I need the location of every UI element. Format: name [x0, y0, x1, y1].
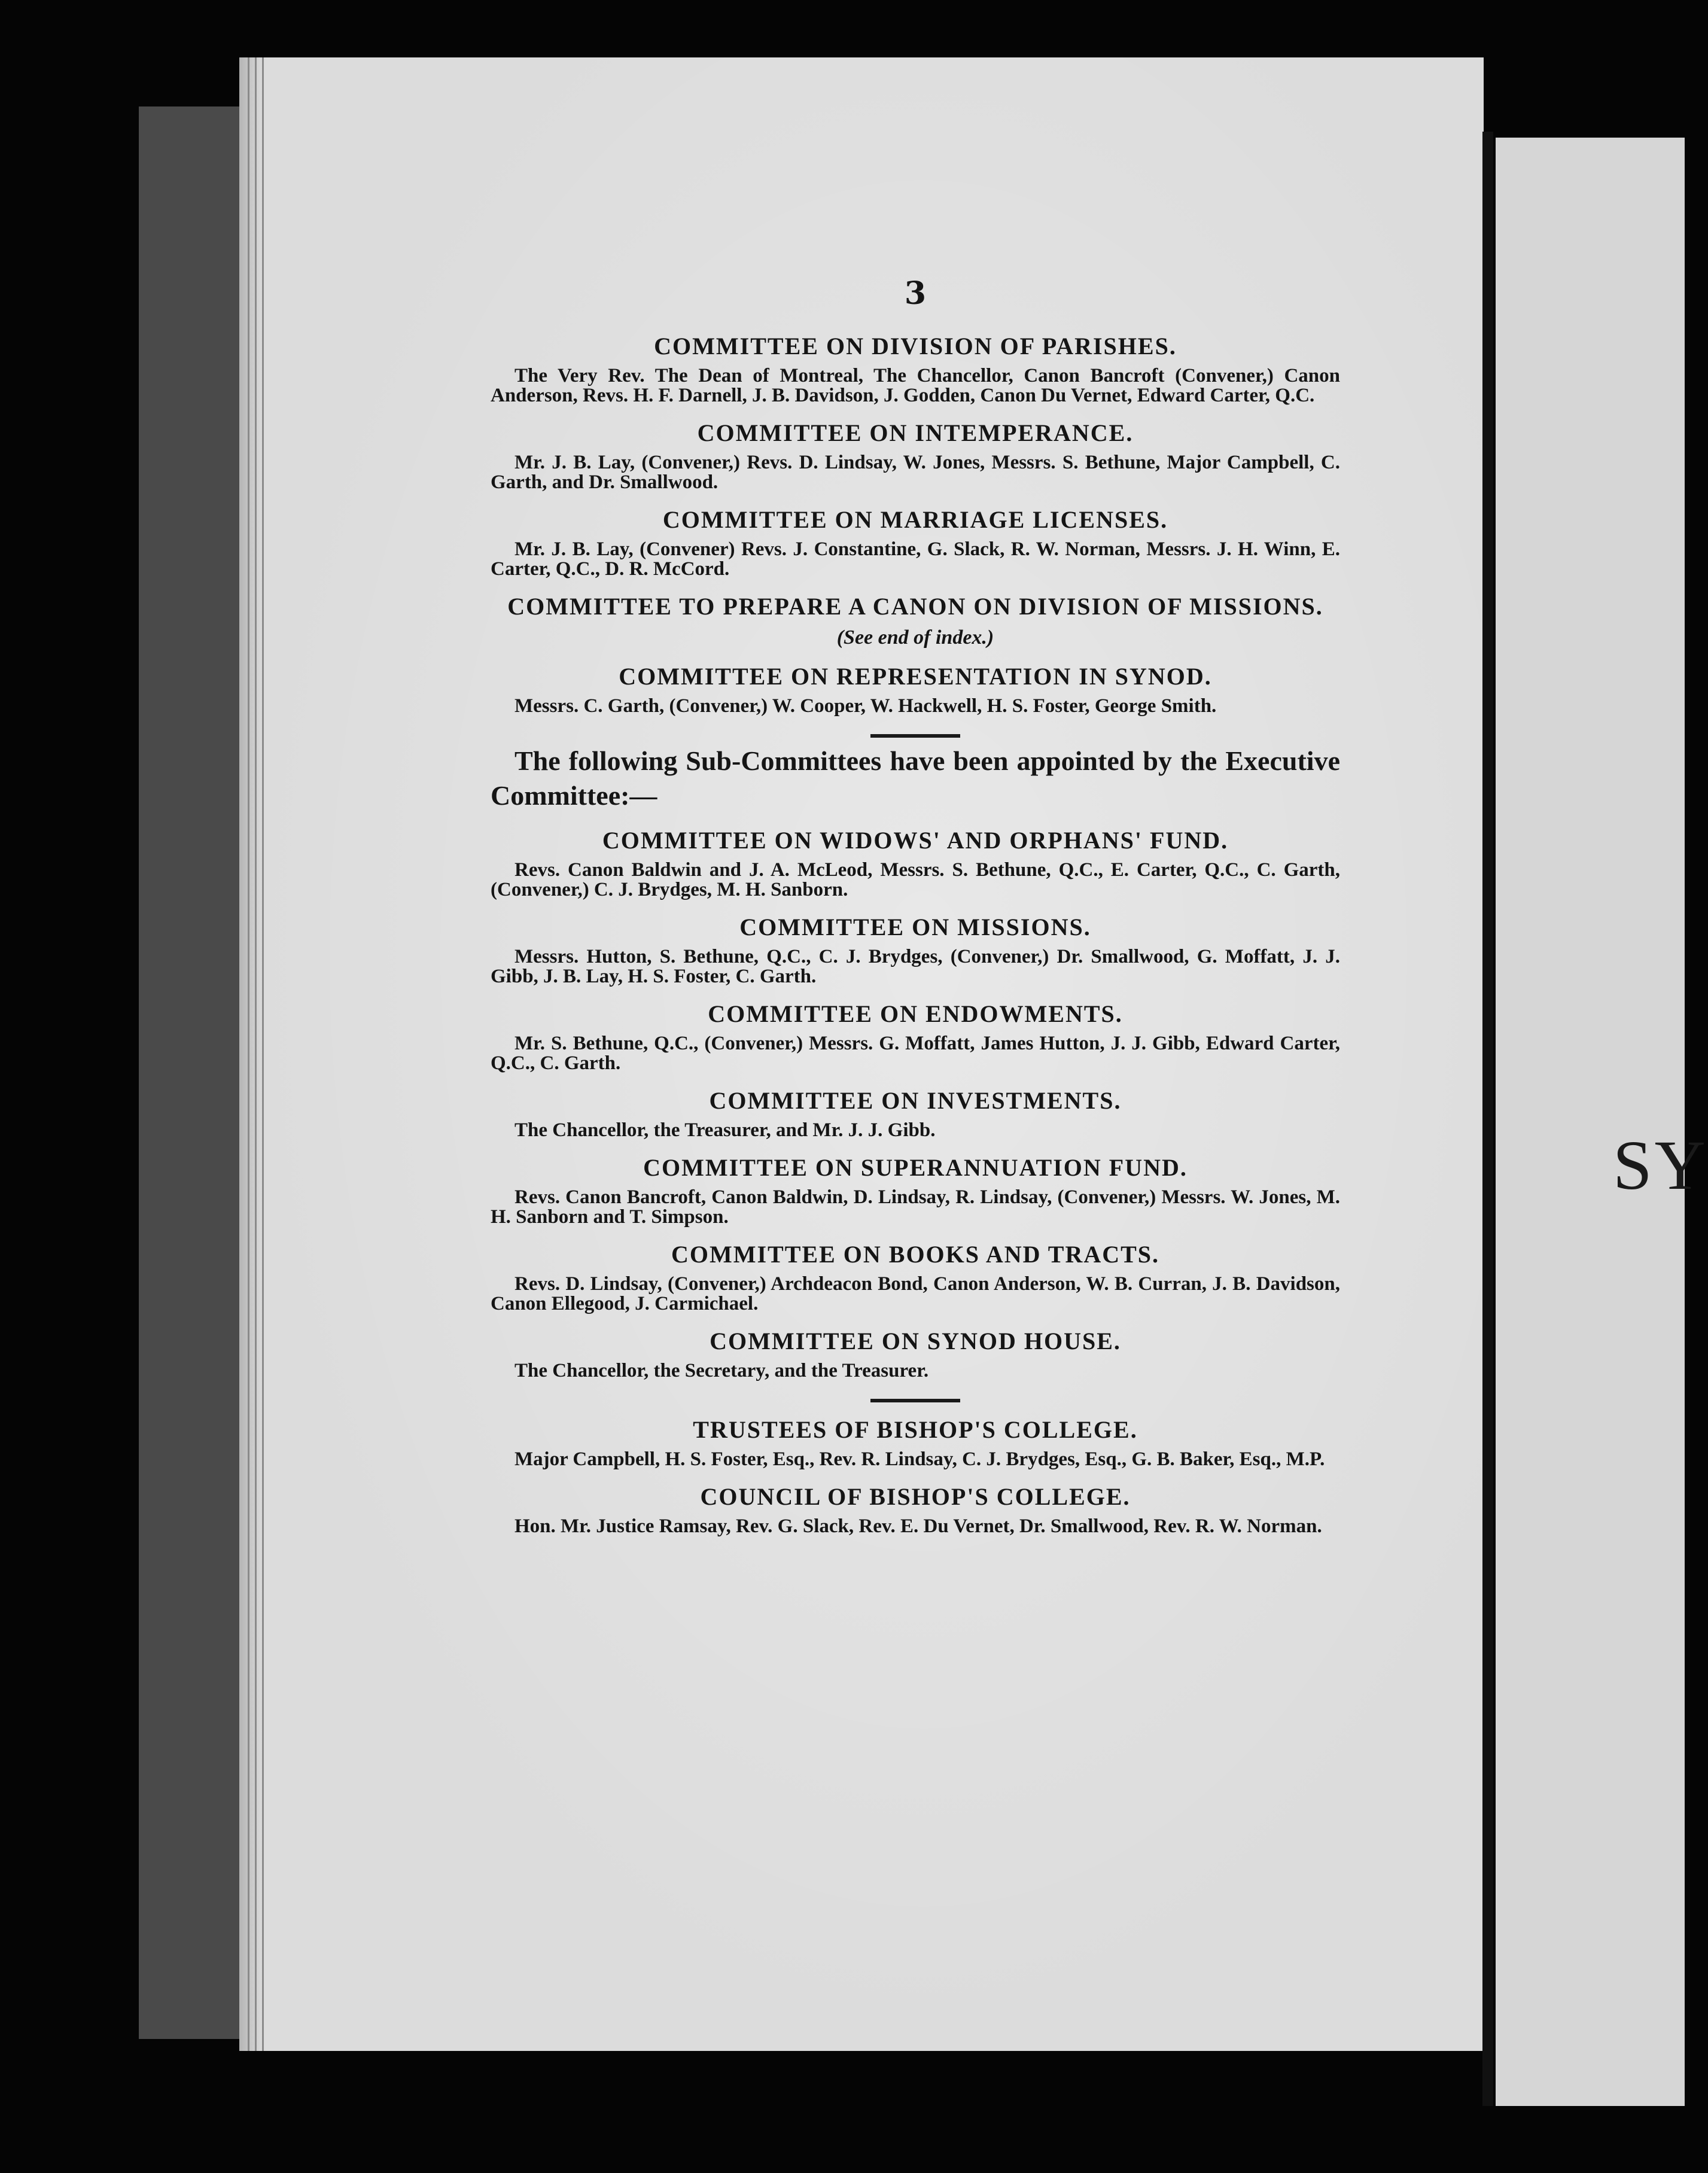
sub-committees-intro: The following Sub-Committees have been appointed by the Executive Committee:— — [491, 745, 1340, 811]
section-note: (See end of index.) — [836, 626, 994, 649]
section-members: The Very Rev. The Dean of Montreal, The Chancellor, Canon Bancroft (Convener,) Canon Anderson, Revs. H. F. Darnell, J. B. Davidson, J. Godden, Canon Du Vernet, Edward Carter, Q.C. — [491, 365, 1340, 406]
section-heading: COMMITTEE ON MISSIONS. — [739, 914, 1091, 941]
committee-section — [491, 826, 1340, 900]
committee-section — [491, 1416, 1340, 1469]
section-heading: COMMITTEE ON REPRESENTATION IN SYNOD. — [619, 663, 1212, 690]
section-heading: COMMITTEE ON WIDOWS' AND ORPHANS' FUND. — [602, 827, 1229, 854]
committee-section — [491, 506, 1340, 579]
section-heading: COMMITTEE ON MARRIAGE LICENSES. — [662, 506, 1168, 533]
section-members: Messrs. C. Garth, (Convener,) W. Cooper, W. Hackwell, H. S. Foster, George Smith. — [514, 695, 1217, 717]
section-heading: COMMITTEE ON INVESTMENTS. — [709, 1087, 1122, 1114]
committee-section — [491, 592, 1340, 649]
section-heading: COMMITTEE ON INTEMPERANCE. — [697, 419, 1134, 446]
page-number: 3 — [904, 275, 927, 312]
committee-section — [491, 1086, 1340, 1140]
committee-section — [491, 662, 1340, 716]
committee-section — [491, 1240, 1340, 1314]
committee-section — [491, 1154, 1340, 1227]
section-members: Mr. J. B. Lay, (Convener) Revs. J. Constantine, G. Slack, R. W. Norman, Messrs. J. H. Winn, E. Carter, Q.C., D. R. McCord. — [491, 538, 1340, 580]
right-page-word: SY — [1613, 1126, 1708, 1204]
committee-section — [491, 1327, 1340, 1381]
committee-section — [491, 1000, 1340, 1073]
section-heading: TRUSTEES OF BISHOP'S COLLEGE. — [693, 1416, 1138, 1443]
section-heading: COMMITTEE ON SUPERANNUATION FUND. — [643, 1154, 1188, 1181]
section-heading: COMMITTEE ON ENDOWMENTS. — [708, 1000, 1123, 1027]
committee-section — [491, 332, 1340, 406]
gutter-divider — [1482, 132, 1493, 2106]
section-members: The Chancellor, the Secretary, and the Treasurer. — [514, 1360, 929, 1381]
divider-rule — [870, 734, 960, 738]
section-members: Revs. Canon Baldwin and J. A. McLeod, Messrs. S. Bethune, Q.C., E. Carter, Q.C., C. Garth, (Convener,) C. J. Brydges, M. H. Sanborn. — [491, 859, 1340, 900]
section-members: Revs. D. Lindsay, (Convener,) Archdeacon Bond, Canon Anderson, W. B. Curran, J. B. Davidson, Canon Ellegood, J. Carmichael. — [491, 1273, 1340, 1314]
section-members: Hon. Mr. Justice Ramsay, Rev. G. Slack, Rev. E. Du Vernet, Dr. Smallwood, Rev. R. W. Norman. — [514, 1515, 1322, 1537]
section-heading: COMMITTEE ON DIVISION OF PARISHES. — [654, 333, 1177, 360]
section-heading: COMMITTEE ON SYNOD HOUSE. — [710, 1328, 1121, 1355]
page-edge-line — [248, 57, 249, 2051]
committee-section — [491, 913, 1340, 987]
section-heading: COMMITTEE TO PREPARE A CANON ON DIVISION OF MISSIONS. — [507, 593, 1323, 620]
section-members: Mr. J. B. Lay, (Convener,) Revs. D. Lindsay, W. Jones, Messrs. S. Bethune, Major Campbell, C. Garth, and Dr. Smallwood. — [491, 452, 1340, 493]
section-members: Revs. Canon Bancroft, Canon Baldwin, D. Lindsay, R. Lindsay, (Convener,) Messrs. W. Jones, M. H. Sanborn and T. Simpson. — [491, 1186, 1340, 1228]
committee-section — [491, 1483, 1340, 1536]
section-members: Messrs. Hutton, S. Bethune, Q.C., C. J. Brydges, (Convener,) Dr. Smallwood, G. Moffatt, J. J. Gibb, J. B. Lay, H. S. Foster, C. Garth. — [491, 946, 1340, 987]
committee-section — [491, 419, 1340, 492]
page-text-column — [491, 275, 1340, 1536]
right-page-fragment — [1496, 138, 1685, 2106]
page-edge-line — [262, 57, 264, 2051]
section-members: Mr. S. Bethune, Q.C., (Convener,) Messrs. G. Moffatt, James Hutton, J. J. Gibb, Edward Carter, Q.C., C. Garth. — [491, 1033, 1340, 1074]
section-heading: COUNCIL OF BISHOP'S COLLEGE. — [700, 1483, 1131, 1510]
section-members: Major Campbell, H. S. Foster, Esq., Rev. R. Lindsay, C. J. Brydges, Esq., G. B. Baker, Esq., M.P. — [514, 1448, 1325, 1470]
section-members: The Chancellor, the Treasurer, and Mr. J. J. Gibb. — [514, 1119, 936, 1141]
divider-rule — [870, 1399, 960, 1402]
page-edge-line — [255, 57, 257, 2051]
section-heading: COMMITTEE ON BOOKS AND TRACTS. — [671, 1241, 1160, 1268]
